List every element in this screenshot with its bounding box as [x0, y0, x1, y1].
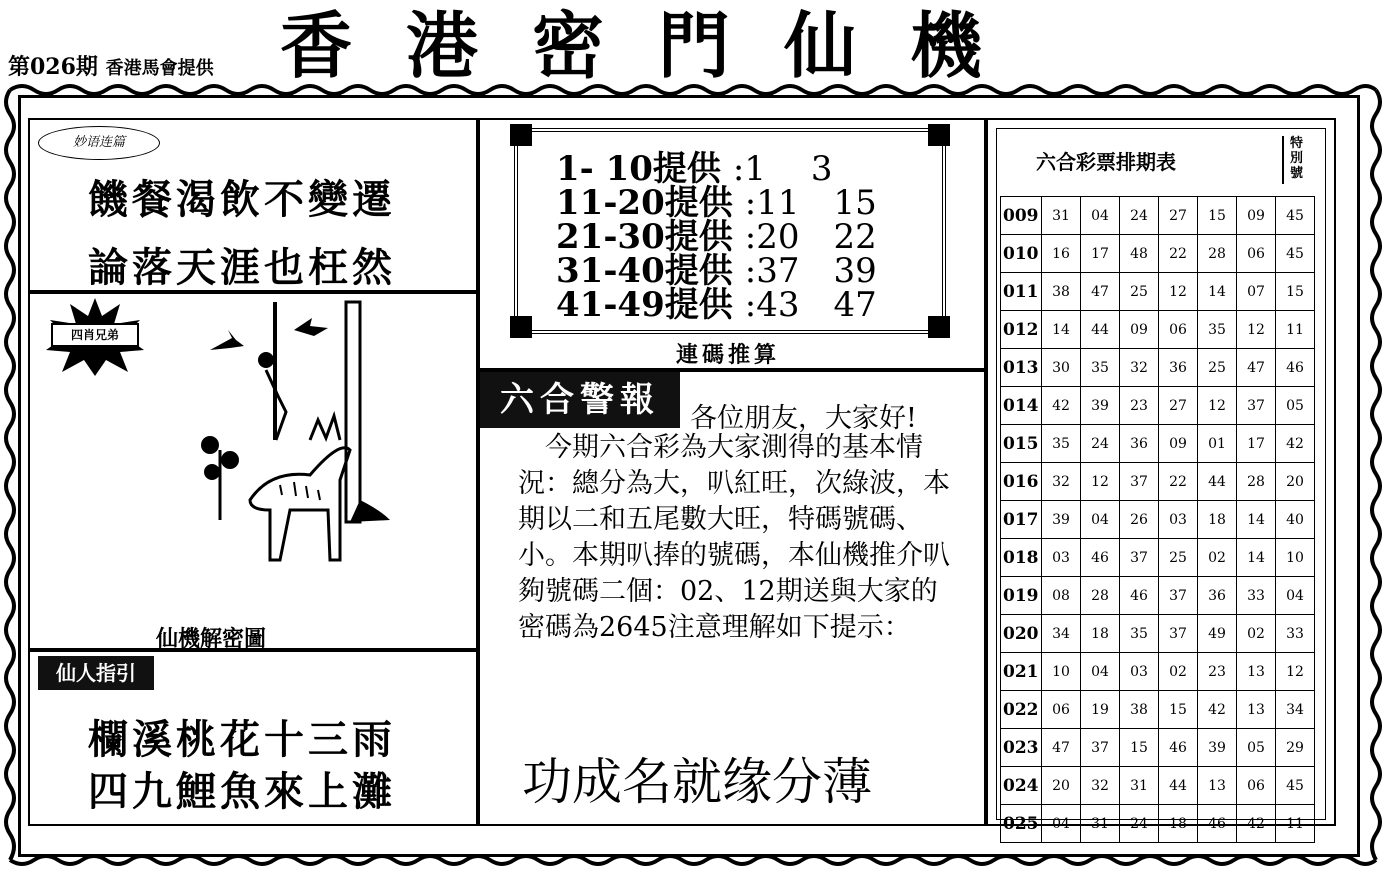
table-row [1001, 653, 1315, 691]
special-number-cell: 42 [1276, 425, 1315, 463]
picture-caption: 仙機解密圖 [156, 626, 267, 652]
number-cell: 16 [1042, 235, 1081, 273]
poem-line-4: 四九鯉魚來上灘 [88, 768, 396, 815]
number-cell: 02 [1159, 653, 1198, 691]
number-cell: 27 [1159, 387, 1198, 425]
issue-line [8, 50, 214, 81]
number-cell: 46 [1159, 729, 1198, 767]
number-cell: 12 [1198, 387, 1237, 425]
number-cell: 37 [1159, 577, 1198, 615]
corner-ornament-icon [510, 124, 532, 146]
number-cell: 14 [1237, 501, 1276, 539]
number-cell: 20 [1042, 767, 1081, 805]
number-cell: 35 [1120, 615, 1159, 653]
number-cell: 46 [1081, 539, 1120, 577]
issue-cell: 024 [1001, 767, 1042, 805]
starburst-badge-text: 四肖兄弟 [70, 328, 119, 342]
number-cell: 12 [1237, 311, 1276, 349]
number-cell: 44 [1081, 311, 1120, 349]
provide-row [556, 285, 877, 325]
table-row [1001, 387, 1315, 425]
number-cell: 02 [1237, 615, 1276, 653]
heart-ornament-icon [928, 124, 950, 146]
issue-number: 第026期 [8, 54, 98, 80]
number-cell: 03 [1120, 653, 1159, 691]
number-cell: 28 [1237, 463, 1276, 501]
badge-miaoyu: 妙语连篇 [38, 126, 160, 160]
issue-cell: 009 [1001, 197, 1042, 235]
number-cell: 09 [1237, 197, 1276, 235]
table-row [1001, 615, 1315, 653]
number-cell: 33 [1237, 577, 1276, 615]
table-row [1001, 805, 1315, 843]
table-row [1001, 539, 1315, 577]
number-cell: 13 [1198, 767, 1237, 805]
provide-range: 41-49提供 [556, 285, 733, 325]
issue-cell: 021 [1001, 653, 1042, 691]
alert-tag: 六合警報 [480, 372, 680, 428]
issue-cell: 017 [1001, 501, 1042, 539]
number-cell: 30 [1042, 349, 1081, 387]
number-cell: 32 [1081, 767, 1120, 805]
issue-cell: 013 [1001, 349, 1042, 387]
issue-cell: 011 [1001, 273, 1042, 311]
number-cell: 38 [1042, 273, 1081, 311]
number-cell: 17 [1081, 235, 1120, 273]
number-cell: 19 [1081, 691, 1120, 729]
issue-cell: 010 [1001, 235, 1042, 273]
issue-cell: 015 [1001, 425, 1042, 463]
number-cell: 42 [1237, 805, 1276, 843]
number-cell: 39 [1081, 387, 1120, 425]
issue-cell: 016 [1001, 463, 1042, 501]
provide-range: 31-40提供 [556, 251, 733, 291]
provide-values: :37 39 [744, 251, 877, 291]
number-cell: 37 [1081, 729, 1120, 767]
number-cell: 18 [1081, 615, 1120, 653]
number-cell: 44 [1198, 463, 1237, 501]
poem-line-3: 欄溪桃花十三雨 [88, 716, 396, 763]
number-cell: 37 [1159, 615, 1198, 653]
number-cell: 37 [1120, 463, 1159, 501]
number-cell: 04 [1081, 197, 1120, 235]
special-number-cell: 40 [1276, 501, 1315, 539]
special-label: 特別號 [1282, 136, 1310, 184]
number-cell: 37 [1120, 539, 1159, 577]
number-cell: 04 [1042, 805, 1081, 843]
number-cell: 31 [1042, 197, 1081, 235]
number-cell: 35 [1042, 425, 1081, 463]
special-number-cell: 15 [1276, 273, 1315, 311]
table-title: 六合彩票排期表 [1036, 150, 1176, 174]
provide-values: :11 15 [744, 183, 877, 223]
number-cell: 06 [1042, 691, 1081, 729]
alert-body: 今期六合彩為大家測得的基本情況：總分為大，叭紅旺，次綠波，本期以二和五尾數大旺，特碼號碼、小。本期叭捧的號碼，本仙機推介叭夠號碼二個：02、12期送與大家的密碼為2645注意理解如下提示： [518, 432, 950, 643]
provide-row [556, 183, 877, 223]
special-number-cell: 33 [1276, 615, 1315, 653]
table-row [1001, 235, 1315, 273]
issue-cell: 020 [1001, 615, 1042, 653]
draw-table [1000, 196, 1315, 843]
number-cell: 47 [1237, 349, 1276, 387]
heart-ornament-icon [510, 316, 532, 338]
number-cell: 37 [1237, 387, 1276, 425]
special-number-cell: 20 [1276, 463, 1315, 501]
number-cell: 12 [1159, 273, 1198, 311]
number-cell: 04 [1081, 501, 1120, 539]
provide-range: 11-20提供 [556, 183, 733, 223]
special-number-cell: 12 [1276, 653, 1315, 691]
special-number-cell: 11 [1276, 311, 1315, 349]
number-cell: 13 [1237, 691, 1276, 729]
number-cell: 25 [1120, 273, 1159, 311]
provide-row [556, 251, 877, 291]
number-cell: 32 [1120, 349, 1159, 387]
number-cell: 24 [1120, 805, 1159, 843]
number-cell: 36 [1120, 425, 1159, 463]
number-cell: 22 [1159, 235, 1198, 273]
number-cell: 46 [1198, 805, 1237, 843]
provide-range: 1- 10提供 [556, 149, 721, 189]
number-cell: 06 [1237, 235, 1276, 273]
number-cell: 28 [1198, 235, 1237, 273]
table-row [1001, 691, 1315, 729]
page-title: 香港密門仙機 [280, 3, 1037, 88]
special-number-cell: 46 [1276, 349, 1315, 387]
provide-values: :1 3 [732, 149, 833, 189]
issue-cell: 022 [1001, 691, 1042, 729]
provider-text: 香港馬會提供 [105, 58, 214, 79]
issue-cell: 019 [1001, 577, 1042, 615]
table-row [1001, 577, 1315, 615]
number-cell: 06 [1237, 767, 1276, 805]
number-cell: 18 [1159, 805, 1198, 843]
number-cell: 09 [1159, 425, 1198, 463]
table-row [1001, 425, 1315, 463]
number-cell: 23 [1120, 387, 1159, 425]
number-cell: 38 [1120, 691, 1159, 729]
number-cell: 48 [1120, 235, 1159, 273]
number-cell: 25 [1159, 539, 1198, 577]
number-cell: 23 [1198, 653, 1237, 691]
number-cell: 26 [1120, 501, 1159, 539]
number-cell: 36 [1159, 349, 1198, 387]
table-row [1001, 767, 1315, 805]
special-number-cell: 34 [1276, 691, 1315, 729]
number-cell: 47 [1042, 729, 1081, 767]
provide-row [556, 217, 877, 257]
number-cell: 44 [1159, 767, 1198, 805]
number-cell: 46 [1120, 577, 1159, 615]
number-cell: 14 [1237, 539, 1276, 577]
number-cell: 49 [1198, 615, 1237, 653]
number-cell: 35 [1081, 349, 1120, 387]
corner-ornament-icon [928, 316, 950, 338]
number-cell: 42 [1042, 387, 1081, 425]
table-row [1001, 273, 1315, 311]
table-row [1001, 349, 1315, 387]
number-cell: 06 [1159, 311, 1198, 349]
number-cell: 10 [1042, 653, 1081, 691]
table-row [1001, 311, 1315, 349]
number-cell: 42 [1198, 691, 1237, 729]
provide-values: :20 22 [744, 217, 877, 257]
issue-cell: 012 [1001, 311, 1042, 349]
number-cell: 39 [1042, 501, 1081, 539]
poem-line-1: 饑餐渴飲不變遷 [88, 176, 396, 223]
number-cell: 24 [1081, 425, 1120, 463]
issue-cell: 018 [1001, 539, 1042, 577]
hint-text: 功成名就缘分薄 [522, 753, 872, 811]
number-cell: 12 [1081, 463, 1120, 501]
provide-range: 21-30提供 [556, 217, 733, 257]
special-number-cell: 45 [1276, 767, 1315, 805]
table-row [1001, 501, 1315, 539]
issue-cell: 023 [1001, 729, 1042, 767]
special-number-cell: 45 [1276, 235, 1315, 273]
number-cell: 15 [1120, 729, 1159, 767]
poem-line-2: 論落天涯也枉然 [88, 244, 396, 291]
number-cell: 08 [1042, 577, 1081, 615]
issue-cell: 014 [1001, 387, 1042, 425]
number-cell: 25 [1198, 349, 1237, 387]
table-row [1001, 729, 1315, 767]
number-cell: 02 [1198, 539, 1237, 577]
number-cell: 27 [1159, 197, 1198, 235]
number-cell: 18 [1198, 501, 1237, 539]
number-cell: 07 [1237, 273, 1276, 311]
greeting-text: 各位朋友，大家好! [690, 403, 917, 434]
number-cell: 31 [1120, 767, 1159, 805]
deer-illustration [190, 300, 410, 580]
number-cell: 15 [1159, 691, 1198, 729]
number-cell: 36 [1198, 577, 1237, 615]
issue-cell: 025 [1001, 805, 1042, 843]
number-cell: 09 [1120, 311, 1159, 349]
special-number-cell: 45 [1276, 197, 1315, 235]
number-cell: 34 [1042, 615, 1081, 653]
number-cell: 47 [1081, 273, 1120, 311]
special-number-cell: 10 [1276, 539, 1315, 577]
provides-caption: 連碼推算 [676, 342, 781, 368]
number-cell: 03 [1159, 501, 1198, 539]
table-row [1001, 463, 1315, 501]
number-cell: 35 [1198, 311, 1237, 349]
number-cell: 14 [1042, 311, 1081, 349]
provide-values: :43 47 [744, 285, 877, 325]
number-cell: 24 [1120, 197, 1159, 235]
number-cell: 03 [1042, 539, 1081, 577]
special-number-cell: 29 [1276, 729, 1315, 767]
guide-tag: 仙人指引 [38, 656, 154, 690]
number-cell: 39 [1198, 729, 1237, 767]
number-cell: 15 [1198, 197, 1237, 235]
number-cell: 04 [1081, 653, 1120, 691]
table-row [1001, 197, 1315, 235]
number-cell: 28 [1081, 577, 1120, 615]
special-number-cell: 05 [1276, 387, 1315, 425]
number-cell: 22 [1159, 463, 1198, 501]
number-cell: 01 [1198, 425, 1237, 463]
number-cell: 14 [1198, 273, 1237, 311]
number-cell: 31 [1081, 805, 1120, 843]
number-cell: 13 [1237, 653, 1276, 691]
provide-row [556, 149, 833, 189]
number-cell: 32 [1042, 463, 1081, 501]
special-number-cell: 04 [1276, 577, 1315, 615]
number-cell: 05 [1237, 729, 1276, 767]
special-number-cell: 11 [1276, 805, 1315, 843]
number-cell: 17 [1237, 425, 1276, 463]
